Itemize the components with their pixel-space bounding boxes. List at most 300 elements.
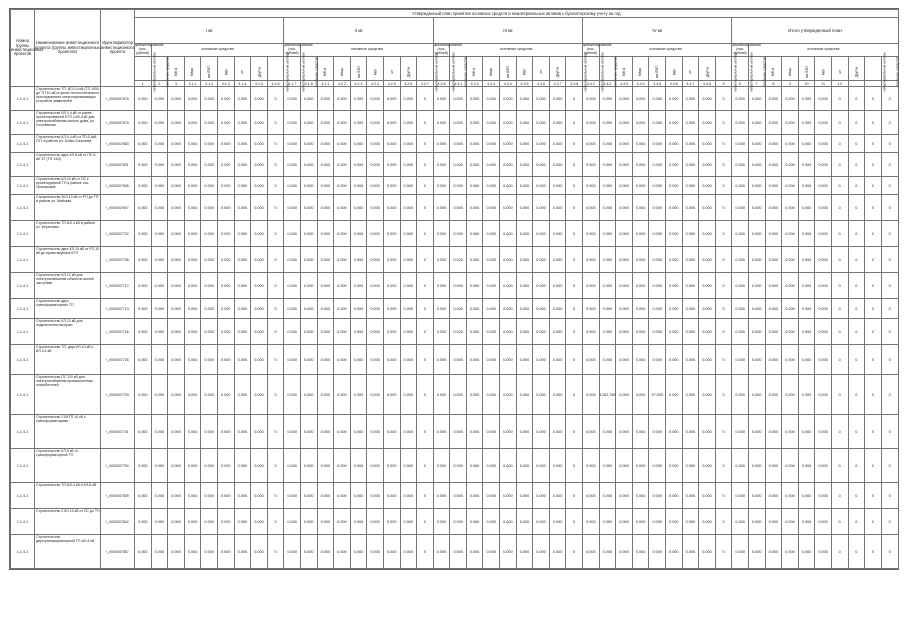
column-number: 6 xyxy=(732,81,749,87)
value-cell: 0.000 xyxy=(334,299,351,319)
value-cell: 0.000 xyxy=(483,195,500,221)
value-cell: 0.000 xyxy=(483,247,500,273)
value-cell: 0 xyxy=(865,319,882,345)
value-cell: 0 xyxy=(881,111,898,135)
value-cell: 0.000 xyxy=(450,135,467,153)
value-cell: 0 xyxy=(715,483,732,509)
value-cell: 0 xyxy=(848,87,865,111)
value-cell: 0.000 xyxy=(748,535,765,569)
quarter-3-header: III кв xyxy=(433,18,582,44)
parameter-header: нематериальные активы xyxy=(566,57,583,81)
value-cell: 0.000 xyxy=(765,483,782,509)
value-cell: 0.000 xyxy=(234,247,251,273)
project-name-cell: Строительство ВЛ 0,4 кВ от ранее проектированной КТП 10/0,4 кВ для электроснабжения жилого дома, ул. Гоголевская xyxy=(35,111,101,135)
value-cell: 0.000 xyxy=(168,375,185,415)
value-cell: 0 xyxy=(881,345,898,375)
parameter-header: МВ·А xyxy=(466,57,483,81)
value-cell: 0.000 xyxy=(433,375,450,415)
column-number: 4.3.8 xyxy=(566,81,583,87)
value-cell: 0.000 xyxy=(599,299,616,319)
value-cell: 0 xyxy=(848,247,865,273)
value-cell: 0.000 xyxy=(367,177,384,195)
value-cell: 0.000 xyxy=(516,135,533,153)
value-cell: 0.000 xyxy=(732,535,749,569)
value-cell: 0 xyxy=(267,221,284,247)
value-cell: 0.000 xyxy=(433,535,450,569)
value-cell: 0 xyxy=(715,375,732,415)
value-cell: 0 xyxy=(831,87,848,111)
value-cell: 0.000 xyxy=(549,247,566,273)
value-cell: 0.000 xyxy=(483,273,500,299)
value-cell: 0 xyxy=(715,177,732,195)
value-cell: 0.000 xyxy=(334,345,351,375)
column-number: 7 xyxy=(748,81,765,87)
value-cell: 0.000 xyxy=(433,319,450,345)
value-cell: 0.000 xyxy=(135,483,152,509)
value-cell: 0 xyxy=(417,299,434,319)
value-cell: 0.000 xyxy=(300,535,317,569)
value-cell: 0.000 xyxy=(450,177,467,195)
value-cell: 0.000 xyxy=(300,195,317,221)
value-cell: 0.000 xyxy=(317,449,334,483)
value-cell: 0.000 xyxy=(300,375,317,415)
value-cell: 0.000 xyxy=(782,87,799,111)
project-name-cell: Строительство 2 КЛ-10 кВ от ПС до ТП xyxy=(35,509,101,535)
value-cell: 0.000 xyxy=(383,535,400,569)
value-cell: 0 xyxy=(831,483,848,509)
value-cell: 0.000 xyxy=(151,195,168,221)
value-cell: 0.000 xyxy=(317,247,334,273)
value-cell: 0.000 xyxy=(483,135,500,153)
value-cell: 0.000 xyxy=(284,135,301,153)
value-cell: 0 xyxy=(267,509,284,535)
group-number-cell: 1.1.4.1 xyxy=(11,153,35,177)
value-cell: 0.000 xyxy=(616,153,633,177)
column-number: 3 xyxy=(168,81,185,87)
value-cell: 0.000 xyxy=(400,345,417,375)
value-cell: 0.000 xyxy=(317,221,334,247)
value-cell: 0.000 xyxy=(433,195,450,221)
value-cell: 0.000 xyxy=(135,273,152,299)
total-header: Итого утвержденный план xyxy=(732,18,898,44)
value-cell: 0.000 xyxy=(168,535,185,569)
parameter-header: МВт xyxy=(516,57,533,81)
value-cell: 0.000 xyxy=(815,375,832,415)
value-cell: 0.000 xyxy=(782,415,799,449)
value-cell: 0 xyxy=(865,509,882,535)
plan-title: Утвержденный план принятия основных средств и нематериальных активов к бухгалтерскому учету на год xyxy=(135,10,899,18)
value-cell: 0.000 xyxy=(217,273,234,299)
value-cell: 0.000 xyxy=(466,299,483,319)
column-number: 11 xyxy=(815,81,832,87)
value-cell: 0 xyxy=(881,135,898,153)
project-name-cell: Строительство ТП, двух КЛ-10 кВ и ВЛ-0,4 кВ xyxy=(35,345,101,375)
value-cell: 0.000 xyxy=(500,299,517,319)
value-cell: 0.000 xyxy=(583,153,600,177)
table-row xyxy=(11,135,899,153)
value-cell: 0.000 xyxy=(350,247,367,273)
value-cell: 0.000 xyxy=(317,153,334,177)
value-cell: 0.000 xyxy=(284,535,301,569)
value-cell: 0.000 xyxy=(649,509,666,535)
value-cell: 0 xyxy=(566,111,583,135)
value-cell: 0.000 xyxy=(367,111,384,135)
value-cell: 0.000 xyxy=(184,299,201,319)
value-cell: 0.000 xyxy=(135,415,152,449)
value-cell: 0.000 xyxy=(300,273,317,299)
value-cell: 0.000 xyxy=(151,247,168,273)
table-row xyxy=(11,449,899,483)
value-cell: 0.000 xyxy=(599,415,616,449)
value-cell: 0.000 xyxy=(466,221,483,247)
group-number-cell: 1.1.4.1 xyxy=(11,247,35,273)
value-cell: 0.000 xyxy=(400,135,417,153)
value-cell: 0.000 xyxy=(616,135,633,153)
value-cell: 0.000 xyxy=(798,195,815,221)
column-number: 4.4.5 xyxy=(649,81,666,87)
value-cell: 0.000 xyxy=(732,111,749,135)
value-cell: 0.000 xyxy=(466,375,483,415)
value-cell: 0.000 xyxy=(168,247,185,273)
column-number: 8 xyxy=(765,81,782,87)
value-cell: 0.000 xyxy=(433,449,450,483)
quarter-4-header: IV кв xyxy=(583,18,732,44)
group-number-cell: 1.1.4.1 xyxy=(11,375,35,415)
value-cell: 0.000 xyxy=(798,177,815,195)
value-cell: 0.000 xyxy=(251,415,268,449)
value-cell: 0.000 xyxy=(649,449,666,483)
value-cell: 0 xyxy=(715,273,732,299)
value-cell: 0.000 xyxy=(450,221,467,247)
value-cell: 0.000 xyxy=(168,449,185,483)
group-number-cell: 1.1.4.1 xyxy=(11,415,35,449)
value-cell: 0.000 xyxy=(500,415,517,449)
value-cell: 0.000 xyxy=(201,247,218,273)
value-cell: 0.000 xyxy=(583,111,600,135)
value-cell: 0.000 xyxy=(699,449,716,483)
value-cell: 0.000 xyxy=(168,509,185,535)
value-cell: 0.000 xyxy=(433,247,450,273)
value-cell: 0.000 xyxy=(400,273,417,299)
project-id-cell: I_0000007702 xyxy=(101,221,135,247)
value-cell: 0.000 xyxy=(616,247,633,273)
value-cell: 0.000 xyxy=(334,177,351,195)
value-cell: 0.000 xyxy=(433,415,450,449)
value-cell: 0 xyxy=(865,195,882,221)
value-cell: 0.000 xyxy=(732,449,749,483)
value-cell: 0.000 xyxy=(533,535,550,569)
column-number: 4.3.5 xyxy=(516,81,533,87)
parameter-header: Мвар xyxy=(184,57,201,81)
value-cell: 0.000 xyxy=(583,345,600,375)
value-cell: 0.000 xyxy=(184,535,201,569)
value-cell: 0.000 xyxy=(234,299,251,319)
project-id-cell: I_0000007691 xyxy=(101,153,135,177)
value-cell: 0.000 xyxy=(549,221,566,247)
value-cell: 0.000 xyxy=(400,247,417,273)
value-cell: 0.000 xyxy=(798,509,815,535)
parameter-header: шт xyxy=(533,57,550,81)
value-cell: 0.000 xyxy=(732,87,749,111)
column-number: 4.3.6 xyxy=(533,81,550,87)
value-cell: 0.000 xyxy=(201,111,218,135)
value-cell: 0.000 xyxy=(400,299,417,319)
value-cell: 0.000 xyxy=(666,221,683,247)
value-cell: 0.000 xyxy=(317,177,334,195)
value-cell: 0.000 xyxy=(367,535,384,569)
value-cell: 0.000 xyxy=(334,87,351,111)
value-cell: 0.000 xyxy=(699,195,716,221)
parameter-header: шт xyxy=(831,57,848,81)
table-row xyxy=(11,153,899,177)
value-cell: 0.000 xyxy=(815,509,832,535)
value-cell: 0.000 xyxy=(168,273,185,299)
value-cell: 0 xyxy=(417,153,434,177)
value-cell: 0.000 xyxy=(135,535,152,569)
value-cell: 0.000 xyxy=(682,153,699,177)
value-cell: 0 xyxy=(715,195,732,221)
value-cell: 0.000 xyxy=(184,135,201,153)
value-cell: 0.000 xyxy=(516,319,533,345)
parameter-header: основные средства xyxy=(300,57,317,81)
value-cell: 0.000 xyxy=(135,299,152,319)
value-cell: 0.000 xyxy=(168,87,185,111)
value-cell: 0.000 xyxy=(699,135,716,153)
value-cell: 0.000 xyxy=(466,87,483,111)
value-cell: 0.000 xyxy=(666,135,683,153)
quarter-2-header: II кв xyxy=(284,18,433,44)
column-number: 4.3.4 xyxy=(500,81,517,87)
value-cell: 0.000 xyxy=(151,319,168,345)
value-cell: 0.000 xyxy=(151,415,168,449)
value-cell: 0.000 xyxy=(450,153,467,177)
value-cell: 0.000 xyxy=(632,87,649,111)
value-cell: 0.000 xyxy=(217,195,234,221)
value-cell: 0.000 xyxy=(516,345,533,375)
table-row xyxy=(11,195,899,221)
value-cell: 0.000 xyxy=(466,449,483,483)
value-cell: 0 xyxy=(267,195,284,221)
value-cell: 0.000 xyxy=(201,449,218,483)
value-cell: 0.000 xyxy=(616,449,633,483)
value-cell: 0.000 xyxy=(466,535,483,569)
value-cell: 0.000 xyxy=(300,415,317,449)
value-cell: 0.000 xyxy=(168,221,185,247)
value-cell: 0.000 xyxy=(616,87,633,111)
value-cell: 0.000 xyxy=(433,111,450,135)
value-cell: 0.000 xyxy=(234,415,251,449)
value-cell: 0 xyxy=(715,87,732,111)
value-cell: 0.000 xyxy=(599,195,616,221)
parameter-header: км ЛЭП xyxy=(798,57,815,81)
value-cell: 0.000 xyxy=(500,273,517,299)
value-cell: 0.000 xyxy=(516,375,533,415)
financing-subheader: финансирование (тыс. рублей) xyxy=(583,43,612,55)
value-cell: 0.000 xyxy=(400,177,417,195)
value-cell: 0 xyxy=(831,299,848,319)
value-cell: 0.000 xyxy=(400,195,417,221)
value-cell: 0.000 xyxy=(135,319,152,345)
value-cell: 0.000 xyxy=(367,415,384,449)
value-cell: 0.000 xyxy=(533,273,550,299)
value-cell: 0.000 xyxy=(300,177,317,195)
value-cell: 0.000 xyxy=(350,375,367,415)
value-cell: 0.000 xyxy=(234,375,251,415)
value-cell: 0.000 xyxy=(549,153,566,177)
value-cell: 0.000 xyxy=(599,345,616,375)
value-cell: 0.000 xyxy=(383,87,400,111)
value-cell: 0.000 xyxy=(483,177,500,195)
value-cell: 0.000 xyxy=(201,177,218,195)
value-cell: 0.000 xyxy=(450,319,467,345)
value-cell: 0 xyxy=(417,195,434,221)
value-cell: 0.000 xyxy=(666,483,683,509)
project-id-cell: I_0000007676 xyxy=(101,87,135,111)
value-cell: 0.000 xyxy=(765,273,782,299)
column-number: 4.4.8 xyxy=(699,81,716,87)
value-cell: 0.000 xyxy=(217,449,234,483)
column-number: 4.1.8 xyxy=(300,81,317,87)
value-cell: 0.000 xyxy=(334,195,351,221)
value-cell: 0.000 xyxy=(151,375,168,415)
value-cell: 0.000 xyxy=(350,415,367,449)
value-cell: 0.000 xyxy=(317,135,334,153)
value-cell: 0.000 xyxy=(765,247,782,273)
value-cell: 0.000 xyxy=(300,247,317,273)
value-cell: 0.000 xyxy=(666,509,683,535)
value-cell: 0 xyxy=(715,247,732,273)
value-cell: 0.000 xyxy=(500,177,517,195)
value-cell: 0.000 xyxy=(334,111,351,135)
column-number: 4.1.4 xyxy=(234,81,251,87)
value-cell: 0.000 xyxy=(798,375,815,415)
value-cell: 0.000 xyxy=(815,415,832,449)
value-cell: 0 xyxy=(831,195,848,221)
value-cell: 0.000 xyxy=(699,509,716,535)
value-cell: 0.000 xyxy=(616,415,633,449)
value-cell: 0 xyxy=(865,273,882,299)
value-cell: 0 xyxy=(267,177,284,195)
value-cell: 0.000 xyxy=(782,483,799,509)
value-cell: 0.000 xyxy=(782,375,799,415)
value-cell: 0.000 xyxy=(334,319,351,345)
value-cell: 0.000 xyxy=(234,509,251,535)
value-cell: 0.000 xyxy=(284,247,301,273)
value-cell: 0.000 xyxy=(317,111,334,135)
value-cell: 0.000 xyxy=(632,247,649,273)
value-cell: 0.000 xyxy=(666,449,683,483)
value-cell: 0.000 xyxy=(748,483,765,509)
value-cell: 0.000 xyxy=(234,177,251,195)
value-cell: 0.000 xyxy=(599,247,616,273)
value-cell: 0.000 xyxy=(168,135,185,153)
value-cell: 0.000 xyxy=(383,195,400,221)
project-name-cell: Строительство КЛ-10 кВ для электроснабжения объектов жилой застройки xyxy=(35,273,101,299)
column-number: 2 xyxy=(151,81,168,87)
value-cell: 0 xyxy=(267,299,284,319)
value-cell: 0 xyxy=(831,111,848,135)
value-cell: 0.000 xyxy=(135,345,152,375)
value-cell: 0.000 xyxy=(748,509,765,535)
value-cell: 0.000 xyxy=(748,195,765,221)
value-cell: 0.000 xyxy=(500,247,517,273)
value-cell: 0.000 xyxy=(284,153,301,177)
value-cell: 0.000 xyxy=(383,319,400,345)
parameter-header: основные средства xyxy=(151,57,168,81)
financing-subheader: финансирование (тыс. рублей) xyxy=(732,43,761,55)
value-cell: 0.000 xyxy=(367,87,384,111)
value-cell: 0.000 xyxy=(450,449,467,483)
value-cell: 0 xyxy=(831,319,848,345)
value-cell: 0.000 xyxy=(201,509,218,535)
value-cell: 0 xyxy=(566,135,583,153)
value-cell: 0 xyxy=(267,111,284,135)
value-cell: 0.000 xyxy=(649,247,666,273)
value-cell: 0.000 xyxy=(782,135,799,153)
group-number-cell: 1.1.4.1 xyxy=(11,299,35,319)
value-cell: 0.000 xyxy=(500,195,517,221)
value-cell: 0.000 xyxy=(533,375,550,415)
value-cell: 0.000 xyxy=(632,509,649,535)
value-cell: 0.000 xyxy=(682,509,699,535)
value-cell: 0.000 xyxy=(400,221,417,247)
value-cell: 0.000 xyxy=(450,111,467,135)
value-cell: 0.000 xyxy=(350,483,367,509)
value-cell: 0.000 xyxy=(666,195,683,221)
project-id-cell: I_0000007695 xyxy=(101,177,135,195)
value-cell: 0.000 xyxy=(533,299,550,319)
group-number-cell: 1.1.4.1 xyxy=(11,345,35,375)
value-cell: 0.000 xyxy=(632,135,649,153)
value-cell: 0.000 xyxy=(533,153,550,177)
value-cell: 0.000 xyxy=(632,177,649,195)
parameter-header: нематериальные активы xyxy=(732,57,749,81)
value-cell: 0.000 xyxy=(798,319,815,345)
value-cell: 0.000 xyxy=(732,221,749,247)
value-cell: 0.000 xyxy=(533,177,550,195)
value-cell: 0.000 xyxy=(782,195,799,221)
value-cell: 0.000 xyxy=(583,509,600,535)
value-cell: 0.000 xyxy=(765,415,782,449)
value-cell: 0.000 xyxy=(383,135,400,153)
value-cell: 0 xyxy=(881,375,898,415)
value-cell: 0 xyxy=(865,415,882,449)
parameter-header: км ЛЭП xyxy=(350,57,367,81)
value-cell: 0 xyxy=(831,415,848,449)
value-cell: 0.000 xyxy=(367,221,384,247)
column-number: 4.3.3 xyxy=(483,81,500,87)
value-cell: 0.000 xyxy=(151,449,168,483)
value-cell: 0.000 xyxy=(649,483,666,509)
value-cell: 0.000 xyxy=(765,509,782,535)
value-cell: 0.000 xyxy=(632,535,649,569)
value-cell: 0.000 xyxy=(317,273,334,299)
value-cell: 0.000 xyxy=(549,415,566,449)
value-cell: 0 xyxy=(267,535,284,569)
value-cell: 0.000 xyxy=(184,375,201,415)
value-cell: 0 xyxy=(848,177,865,195)
project-name-header: Наименование инвестиционного проекта (группы инвестиционных проектов) xyxy=(35,10,101,87)
value-cell: 0.000 xyxy=(616,375,633,415)
value-cell: 0.000 xyxy=(815,221,832,247)
project-id-cell: I_0000007712 xyxy=(101,273,135,299)
value-cell: 0.000 xyxy=(748,221,765,247)
value-cell: 0.000 xyxy=(549,449,566,483)
value-cell: 0.000 xyxy=(201,535,218,569)
value-cell: 0.000 xyxy=(682,221,699,247)
value-cell: 0.000 xyxy=(666,319,683,345)
value-cell: 0.000 xyxy=(400,483,417,509)
